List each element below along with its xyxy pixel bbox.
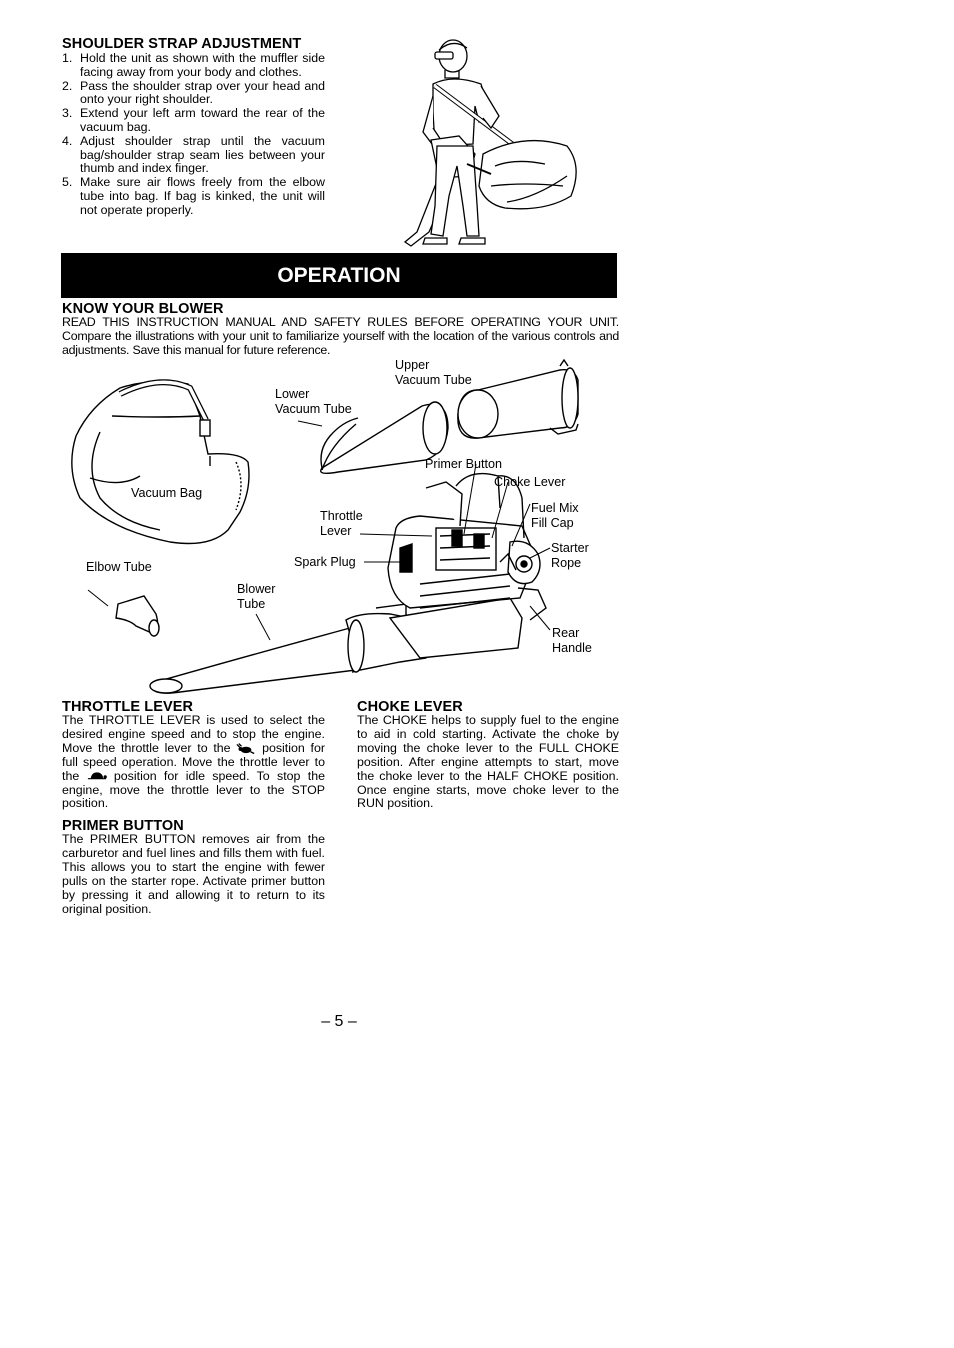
list-item: 1. Hold the unit as shown with the muffler side facing away from your body and clothes.	[62, 51, 325, 79]
primer-button-heading: PRIMER BUTTON	[62, 818, 184, 834]
label-vacuum-bag: Vacuum Bag	[131, 486, 203, 500]
label-rear-handle: Rear Handle	[552, 626, 592, 655]
label-lower-vacuum-tube: Lower Vacuum Tube	[275, 387, 352, 416]
label-upper-vacuum-tube: Upper Vacuum Tube	[395, 358, 472, 387]
throttle-lever-body: The THROTTLE LEVER is used to select the desired engine speed and to stop the engine. Move the throttle lever to the position for full speed operation. Move the throttle lever to the position for idle speed. To stop the engine, move the throttle lever to the STOP position.	[62, 713, 325, 811]
label-choke-lever: Choke Lever	[494, 475, 566, 489]
page-number: – 5 –	[321, 1013, 357, 1030]
primer-button-body: The PRIMER BUTTON removes air from the carburetor and fuel lines and fills them with fuel. This allows you to start the engine with fewer pulls on the starter rope. Activate primer button by pressing it and allowing it to return to its original position.	[62, 832, 325, 916]
rabbit-icon	[236, 743, 256, 755]
label-starter-rope: Starter Rope	[551, 541, 589, 570]
throttle-lever-heading: THROTTLE LEVER	[62, 699, 194, 715]
label-primer-button: Primer Button	[425, 457, 502, 471]
upper-vacuum-tube-drawing	[458, 360, 578, 438]
list-item: 4. Adjust shoulder strap until the vacuum bag/shoulder strap seam lies between your thumb and index finger.	[62, 133, 325, 176]
label-blower-tube: Blower Tube	[237, 582, 276, 611]
list-item: 5. Make sure air flows freely from the elbow tube into bag. If bag is kinked, the unit will not operate properly.	[62, 175, 325, 217]
know-your-blower-body: READ THIS INSTRUCTION MANUAL AND SAFETY RULES BEFORE OPERATING YOUR UNIT. Compare the illustrations with your unit to familiarize yourself with the location of the various controls and adjustments. Save this manual for future reference.	[62, 315, 619, 357]
operator-illustration	[395, 36, 585, 252]
operation-banner: OPERATION	[61, 253, 617, 298]
turtle-icon	[87, 770, 107, 782]
label-fuel-mix-fill-cap: Fuel Mix Fill Cap	[531, 501, 579, 530]
know-your-blower-heading: KNOW YOUR BLOWER	[62, 301, 224, 317]
label-elbow-tube: Elbow Tube	[86, 560, 152, 574]
list-item: 3. Extend your left arm toward the rear of the vacuum bag.	[62, 106, 325, 134]
shoulder-strap-steps	[62, 52, 325, 218]
choke-lever-body: The CHOKE helps to supply fuel to the engine to aid in cold starting. Activate the choke by moving the choke lever to the FULL CHOKE position. After engine attempts to start, move the choke lever to the HALF CHOKE position. Once engine starts, move choke lever to the RUN position.	[357, 713, 619, 811]
vacuum-bag-drawing	[72, 382, 249, 544]
list-item: 2. Pass the shoulder strap over your head and onto your right shoulder.	[62, 78, 325, 107]
label-throttle-lever: Throttle Lever	[320, 509, 363, 538]
blower-body-drawing	[346, 474, 546, 672]
elbow-tube-drawing	[116, 596, 159, 636]
blower-tube-drawing	[150, 624, 360, 694]
choke-lever-heading: CHOKE LEVER	[357, 699, 463, 715]
shoulder-strap-heading: SHOULDER STRAP ADJUSTMENT	[62, 36, 302, 52]
label-spark-plug: Spark Plug	[294, 555, 356, 569]
